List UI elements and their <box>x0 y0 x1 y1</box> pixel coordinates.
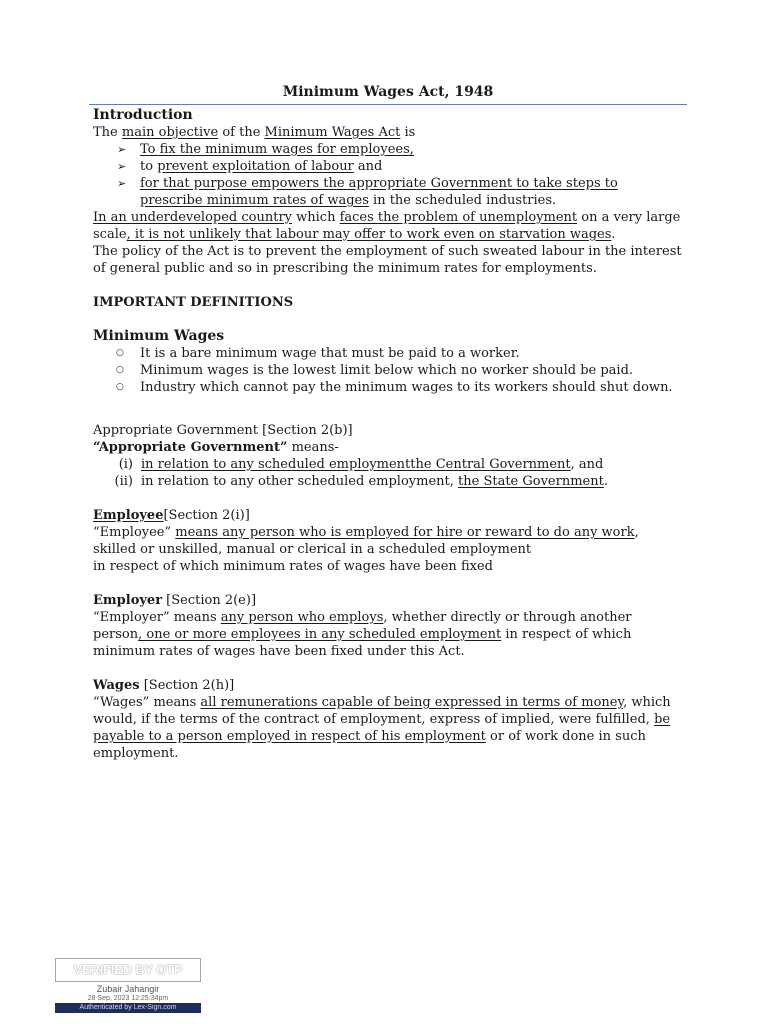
list-item: (ii) in relation to any other scheduled employment, the State Government. <box>114 474 608 489</box>
circle-bullet-icon: ○ <box>116 382 124 392</box>
arrow-bullet-icon: ➢ <box>117 143 127 156</box>
definitions-heading: IMPORTANT DEFINITIONS <box>93 295 294 310</box>
intro-paragraph: In an underdeveloped country which faces the problem of unemployment on a very large scale, it is not unlikely that labour may offer to work even on starvation wages. <box>93 210 681 242</box>
list-item: (i) in relation to any scheduled employmentthe Central Government, and <box>118 457 604 472</box>
appropriate-government-heading: Appropriate Government [Section 2(b)] <box>93 423 353 438</box>
employee-heading: Employee[Section 2(i)] <box>93 508 250 523</box>
verified-badge: VERIFIED BY OTP <box>55 958 201 982</box>
verification-stamp <box>55 958 201 1013</box>
list-item: ➢ to prevent exploitation of labour and <box>117 159 383 174</box>
employee-definition-cont: in respect of which minimum rates of wages have been fixed <box>93 559 493 574</box>
employer-definition: “Employer” means any person who employs, whether directly or through another person, one or more employees in any scheduled employment in respect of which minimum rates of wages have been fixed under this Act. <box>93 610 632 659</box>
intro-lead: The main objective of the Minimum Wages Act is <box>93 125 416 140</box>
list-item: ○ Minimum wages is the lowest limit below which no worker should be paid. <box>116 363 634 378</box>
list-item: ➢ To fix the minimum wages for employees, <box>117 142 414 157</box>
signed-timestamp: 28 Sep, 2023 12:25:34pm <box>87 995 169 1002</box>
list-item: ○ Industry which cannot pay the minimum wages to its workers should shut down. <box>116 380 673 395</box>
wages-definition: “Wages” means all remunerations capable of being expressed in terms of money, which would, if the terms of the contract of employment, express of implied, were fulfilled, be payable to a person employed in respect of his employment or of work done in such employment. <box>93 695 671 761</box>
authentication-note: Authenticated by Lex-Sign.com <box>55 1003 201 1013</box>
circle-bullet-icon: ○ <box>116 365 124 375</box>
intro-heading: Introduction <box>93 107 193 123</box>
arrow-bullet-icon: ➢ <box>117 160 127 173</box>
document-page <box>93 84 683 762</box>
list-item: ○ It is a bare minimum wage that must be paid to a worker. <box>116 346 520 361</box>
arrow-bullet-icon: ➢ <box>117 177 127 190</box>
policy-paragraph: The policy of the Act is to prevent the employment of such sweated labour in the interest of general public and so in prescribing the minimum rates for employments. <box>93 244 682 276</box>
circle-bullet-icon: ○ <box>116 348 124 358</box>
wages-heading: Wages [Section 2(h)] <box>93 678 235 693</box>
objective-list <box>93 141 683 209</box>
list-item: ➢ for that purpose empowers the appropriate Government to take steps to prescribe minimum rates of wages in the scheduled industries. <box>117 176 618 208</box>
appropriate-government-term: “Appropriate Government” means- <box>93 440 339 455</box>
document-title: Minimum Wages Act, 1948 <box>89 84 687 105</box>
minimum-wages-heading: Minimum Wages <box>93 328 225 344</box>
signer-name: Zubair Jahangir <box>96 984 160 994</box>
appropriate-government-list <box>93 456 683 490</box>
employee-definition: “Employee” means any person who is employed for hire or reward to do any work, skilled or unskilled, manual or clerical in a scheduled employment <box>93 525 639 557</box>
minimum-wages-list <box>93 345 683 396</box>
employer-heading: Employer [Section 2(e)] <box>93 593 257 608</box>
